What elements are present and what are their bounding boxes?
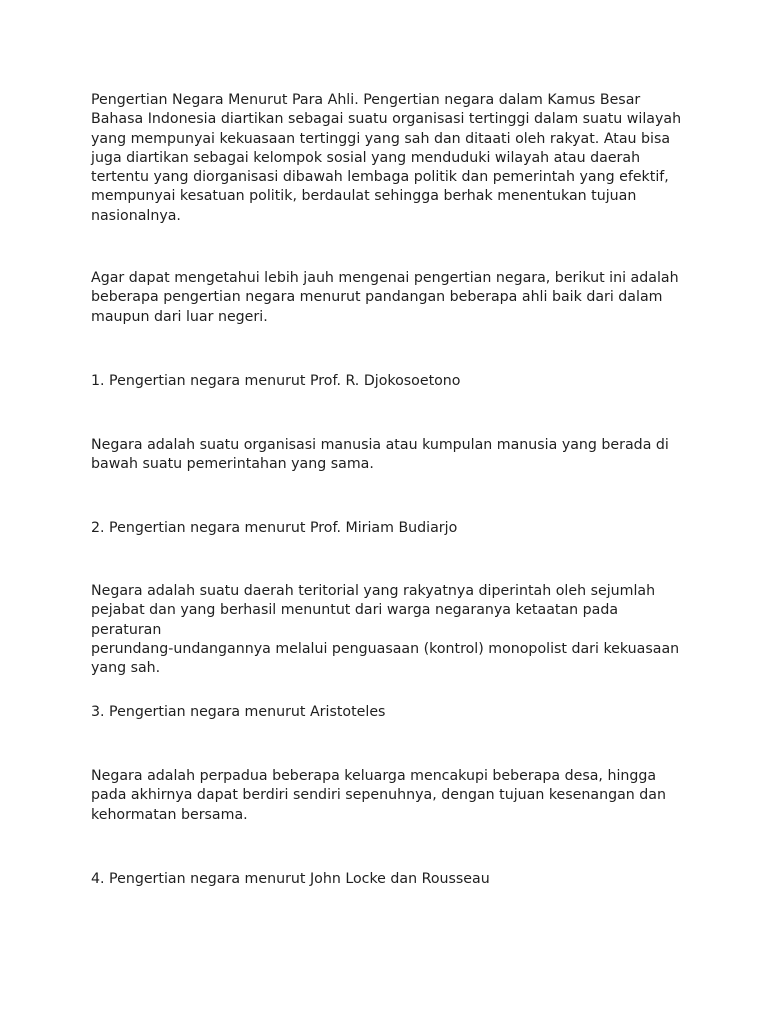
heading-locke-rousseau: 4. Pengertian negara menurut John Locke dan Rousseau xyxy=(91,871,490,887)
definition-aristoteles: Negara adalah perpadua beberapa keluarga mencakupi beberapa desa, hingga pada akhirnya dapat berdiri sendiri sepenuhnya, dengan tujuan kesenangan dan kehormatan bersama. xyxy=(91,768,666,823)
heading-aristoteles: 3. Pengertian negara menurut Aristoteles xyxy=(91,704,386,720)
intro-paragraph: Pengertian Negara Menurut Para Ahli. Pengertian negara dalam Kamus Besar Bahasa Indonesia diartikan sebagai suatu organisasi tertinggi dalam suatu wilayah yang mempunyai kekuasaan tertinggi yang sah dan ditaati oleh rakyat. Atau bisa juga diartikan sebagai kelompok sosial yang menduduki wilayah atau daerah tertentu yang diorganisasi dibawah lembaga politik dan pemerintah yang efektif, mempunyai kesatuan politik, berdaulat sehingga berhak menentukan tujuan nasionalnya. xyxy=(91,92,682,224)
heading-djokosoetono: 1. Pengertian negara menurut Prof. R. Djokosoetono xyxy=(91,373,461,389)
definition-djokosoetono: Negara adalah suatu organisasi manusia atau kumpulan manusia yang berada di bawah suatu pemerintahan yang sama. xyxy=(91,437,669,473)
heading-budiarjo: 2. Pengertian negara menurut Prof. Miriam Budiarjo xyxy=(91,520,458,536)
context-paragraph: Agar dapat mengetahui lebih jauh mengenai pengertian negara, berikut ini adalah beberapa pengertian negara menurut pandangan beberapa ahli baik dari dalam maupun dari luar negeri. xyxy=(91,270,679,325)
definition-budiarjo: Negara adalah suatu daerah teritorial yang rakyatnya diperintah oleh sejumlah pejabat dan yang berhasil menuntut dari warga negaranya ketaatan pada peraturan perundang-undangannya melalui penguasaan (kontrol) monopolist dari kekuasaan yang sah. xyxy=(91,583,680,677)
